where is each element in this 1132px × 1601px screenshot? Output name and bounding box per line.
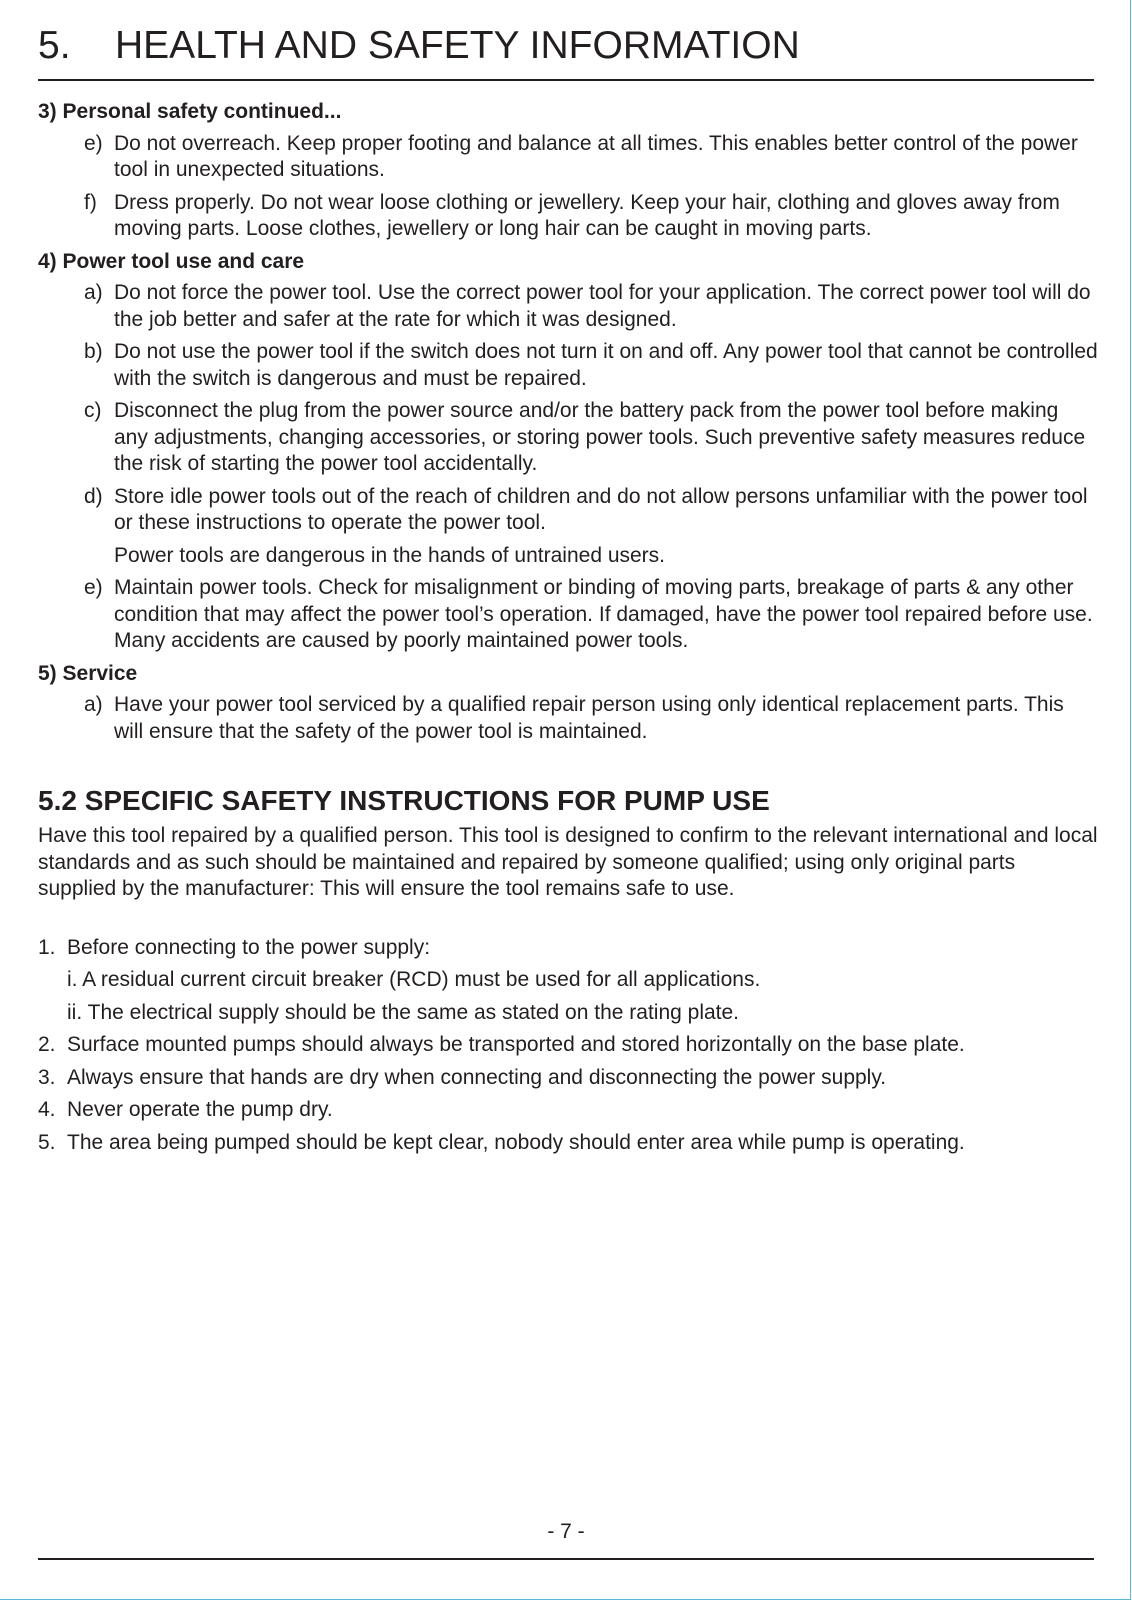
list-item	[38, 1097, 1098, 1124]
list-item	[38, 692, 1098, 745]
item-marker: c)	[84, 399, 102, 422]
section-personal-safety	[38, 99, 1098, 243]
item-marker: 2.	[38, 1033, 56, 1056]
section-heading-pump-safety: 5.2 SPECIFIC SAFETY INSTRUCTIONS FOR PUMP USE	[38, 785, 770, 816]
item-text: Surface mounted pumps should always be transported and stored horizontally on the base plate.	[67, 1033, 965, 1056]
item-text: Do not overreach. Keep proper footing and balance at all times. This enables better control of the power tool in unexpected situations.	[114, 131, 1078, 181]
page-title	[38, 24, 800, 68]
item-marker: d)	[84, 484, 103, 508]
footer-divider	[38, 1558, 1094, 1560]
subsection-heading: 3) Personal safety continued...	[38, 100, 342, 123]
item-marker: a)	[84, 693, 103, 716]
list-item	[38, 1032, 1098, 1059]
item-marker: 1.	[38, 935, 56, 959]
item-marker: b)	[84, 340, 103, 363]
sub-point: i. A residual current circuit breaker (RCD) must be used for all applications.	[67, 968, 761, 991]
item-text: Do not use the power tool if the switch does not turn it on and off. Any power tool that cannot be controlled with the switch is dangerous and must be repaired.	[114, 340, 1098, 390]
item-note: Power tools are dangerous in the hands of untrained users.	[114, 543, 666, 567]
section-title: HEALTH AND SAFETY INFORMATION	[115, 24, 800, 67]
list-item	[38, 339, 1098, 392]
item-list	[38, 131, 1098, 243]
section-power-tool-use	[38, 249, 1098, 655]
list-item	[38, 131, 1098, 184]
item-list	[38, 692, 1098, 745]
item-marker: e)	[84, 131, 103, 155]
item-text: Disconnect the plug from the power source and/or the battery pack from the power tool before making any adjustments, changing accessories, or storing power tools. Such preventive safety measures reduce the risk of starting the power tool accidentally.	[114, 399, 1086, 475]
section-number: 5.	[38, 24, 71, 67]
item-text: Have your power tool serviced by a qualified repair person using only identical replacement parts. This will ensure that the safety of the power tool is maintained.	[114, 693, 1064, 743]
numbered-list	[38, 935, 1098, 1157]
list-item	[38, 190, 1098, 243]
item-text: Never operate the pump dry.	[67, 1098, 333, 1121]
item-text: Always ensure that hands are dry when connecting and disconnecting the power supply.	[67, 1065, 887, 1089]
item-text: Store idle power tools out of the reach of children and do not allow persons unfamiliar with the power tool or these instructions to operate the power tool.	[114, 484, 1088, 534]
list-item	[38, 484, 1098, 570]
item-text: Dress properly. Do not wear loose clothing or jewellery. Keep your hair, clothing and gloves away from moving parts. Loose clothes, jewellery or long hair can be caught in moving parts.	[114, 190, 1060, 240]
list-item	[38, 1065, 1098, 1092]
intro-paragraph: Have this tool repaired by a qualified person. This tool is designed to confirm to the relevant international and local standards and as such should be maintained and repaired by someone qualified; using only original parts supplied by the manufacturer: This will ensure the tool remains safe to use.	[38, 824, 1098, 900]
section-service	[38, 661, 1098, 746]
item-marker: e)	[84, 576, 103, 599]
item-text: Do not force the power tool. Use the correct power tool for your application. The correct power tool will do the job better and safer at the rate for which it was designed.	[114, 281, 1091, 331]
list-item	[38, 575, 1098, 655]
list-item	[38, 1130, 1098, 1157]
item-marker: 3.	[38, 1065, 56, 1089]
item-list	[38, 280, 1098, 655]
item-marker: f)	[84, 190, 97, 214]
item-marker: a)	[84, 281, 103, 304]
page-number: - 7 -	[547, 1520, 585, 1543]
content-body	[38, 99, 1098, 1162]
subsection-heading: 4) Power tool use and care	[38, 249, 305, 273]
header-divider	[38, 79, 1094, 81]
list-item	[38, 935, 1098, 1027]
list-item	[38, 280, 1098, 333]
subsection-heading: 5) Service	[38, 661, 138, 685]
list-item	[38, 398, 1098, 478]
item-text: Before connecting to the power supply:	[67, 935, 431, 959]
item-marker: 5.	[38, 1130, 56, 1154]
item-text: Maintain power tools. Check for misalignment or binding of moving parts, breakage of parts & any other condition that may affect the power tool’s operation. If damaged, have the power tool repaired before use. Many accidents are caused by poorly maintained power tools.	[114, 576, 1093, 652]
item-text: The area being pumped should be kept clear, nobody should enter area while pump is operating.	[67, 1130, 965, 1154]
sub-point: ii. The electrical supply should be the same as stated on the rating plate.	[67, 1000, 740, 1024]
item-marker: 4.	[38, 1098, 56, 1121]
